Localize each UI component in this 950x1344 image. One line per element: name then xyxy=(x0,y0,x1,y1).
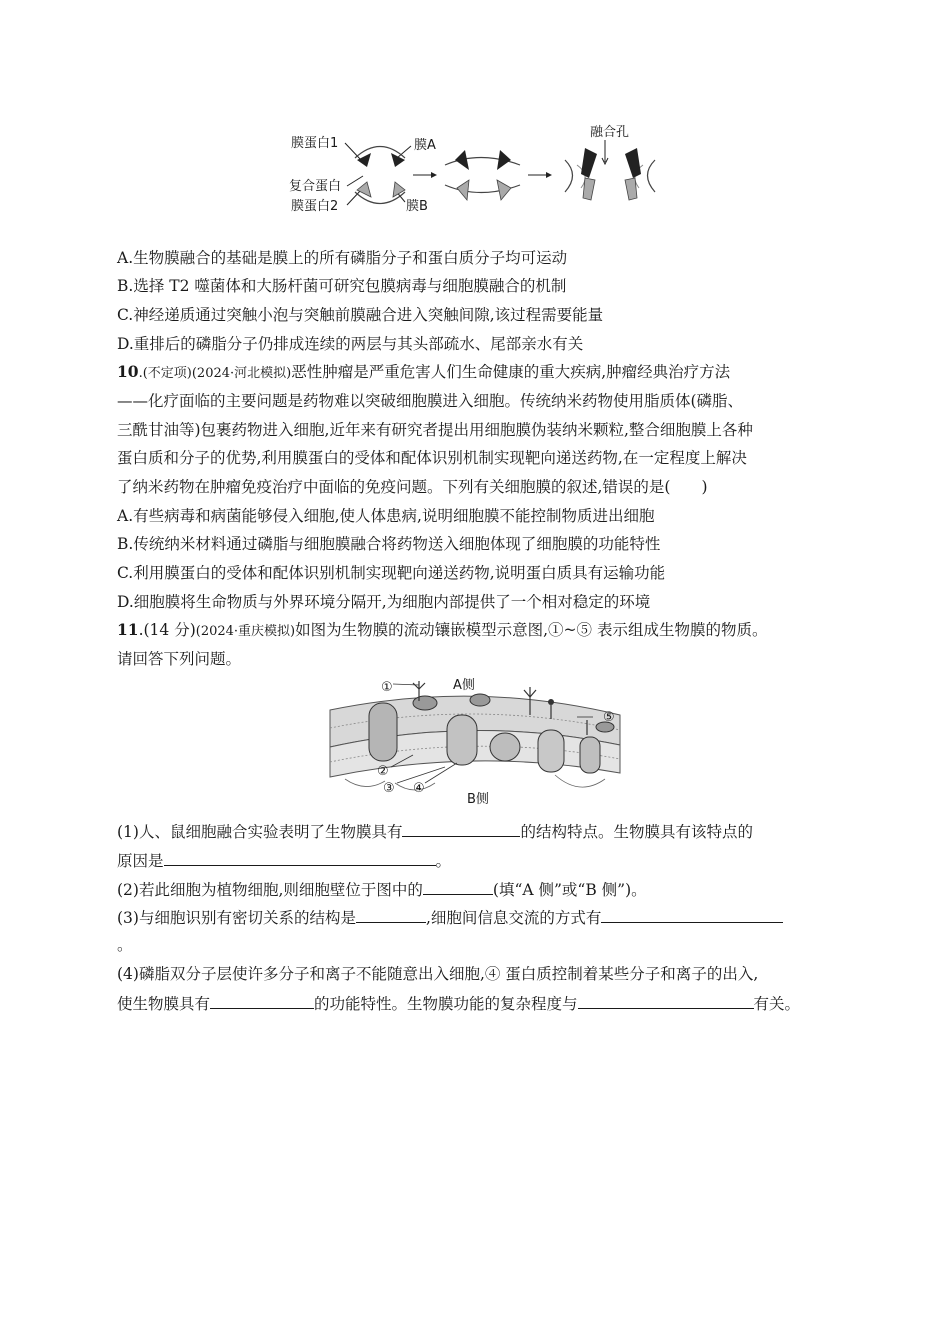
q11-part4-line2 xyxy=(117,992,800,1014)
q11-p4-text-d: 有关。 xyxy=(753,995,801,1013)
q11-part4-line1: (4)磷脂双分子层使许多分子和离子不能随意出入细胞,④ 蛋白质控制着某些分子和离子的出入, xyxy=(117,965,759,983)
q11-p3-text-b: ,细胞间信息交流的方式有 xyxy=(425,909,602,927)
answer-blank-2[interactable] xyxy=(164,849,436,866)
membrane-fusion-figure xyxy=(285,120,675,220)
q11-p1-text-a: (1)人、鼠细胞融合实验表明了生物膜具有 xyxy=(117,823,403,841)
q9-option-a: A.生物膜融合的基础是膜上的所有磷脂分子和蛋白质分子均可运动 xyxy=(117,249,568,267)
answer-blank-5[interactable] xyxy=(601,906,783,923)
q11-p4-text-b: 使生物膜具有 xyxy=(117,995,211,1013)
label-protein1: 膜蛋白1 xyxy=(291,136,339,151)
label-membrane-a: 膜A xyxy=(414,138,436,153)
q10-option-b: B.传统纳米材料通过磷脂与细胞膜融合将药物送入细胞体现了细胞膜的功能特性 xyxy=(117,535,661,553)
q11-score: .(14 分) xyxy=(138,621,196,639)
q11-p2-text-b: (填“A 侧”或“B 侧”)。 xyxy=(492,881,647,899)
label-complex: 复合蛋白 xyxy=(289,179,342,194)
q10-stem-line3: 三酰甘油等)包裹药物进入细胞,近年来有研究者提出用细胞膜伪装纳米颗粒,整合细胞膜上各种 xyxy=(117,421,753,439)
q10-stem-line2: ——化疗面临的主要问题是药物难以突破细胞膜进入细胞。传统纳米药物使用脂质体(磷脂、 xyxy=(117,392,744,410)
q11-p2-text-a: (2)若此细胞为植物细胞,则细胞壁位于图中的 xyxy=(117,881,423,899)
q11-p1-text-b: 的结构特点。生物膜具有该特点的 xyxy=(520,823,753,841)
q10-option-a: A.有些病毒和病菌能够侵入细胞,使人体患病,说明细胞膜不能控制物质进出细胞 xyxy=(117,507,655,525)
q11-part1-line1 xyxy=(117,820,753,842)
q10-option-d: D.细胞膜将生命物质与外界环境分隔开,为细胞内部提供了一个相对稳定的环境 xyxy=(117,593,651,611)
q9-option-d: D.重排后的磷脂分子仍排成连续的两层与其头部疏水、尾部亲水有关 xyxy=(117,335,584,353)
answer-blank-6[interactable] xyxy=(210,992,314,1009)
q10-option-c: C.利用膜蛋白的受体和配体识别机制实现靶向递送药物,说明蛋白质具有运输功能 xyxy=(117,564,666,582)
q9-option-c: C.神经递质通过突触小泡与突触前膜融合进入突触间隙,该过程需要能量 xyxy=(117,306,604,324)
fluid-mosaic-figure xyxy=(325,675,625,807)
q11-part3-end: 。 xyxy=(117,936,133,954)
q10-source: (2024·河北模拟) xyxy=(191,366,292,381)
label-circle-4: ④ xyxy=(413,781,425,796)
q11-stem-line2: 请回答下列问题。 xyxy=(117,650,242,668)
label-circle-2: ② xyxy=(377,764,389,779)
q11-text-1: 如图为生物膜的流动镶嵌模型示意图,①~⑤ 表示组成生物膜的物质。 xyxy=(295,621,768,639)
label-membrane-b: 膜B xyxy=(406,199,428,214)
q11-p3-text-a: (3)与细胞识别有密切关系的结构是 xyxy=(117,909,356,927)
q10-text-1: 恶性肿瘤是严重危害人们生命健康的重大疾病,肿瘤经典治疗方法 xyxy=(291,363,731,381)
q10-tag: .(不定项) xyxy=(138,366,192,381)
label-circle-5: ⑤ xyxy=(603,710,615,725)
q10-stem-line5: 了纳米药物在肿瘤免疫治疗中面临的免疫问题。下列有关细胞膜的叙述,错误的是( ) xyxy=(117,478,708,496)
label-a-side: A侧 xyxy=(453,678,475,693)
q9-option-b: B.选择 T2 噬菌体和大肠杆菌可研究包膜病毒与细胞膜融合的机制 xyxy=(117,277,567,295)
q11-number: 11 xyxy=(117,620,139,639)
q11-source: (2024·重庆模拟) xyxy=(195,624,296,639)
q11-part1-line2 xyxy=(117,849,451,871)
q10-stem-line1 xyxy=(117,362,730,384)
q10-number: 10 xyxy=(117,362,139,381)
q11-p4-text-c: 的功能特性。生物膜功能的复杂程度与 xyxy=(314,995,578,1013)
answer-blank-4[interactable] xyxy=(356,906,426,923)
q11-p1-text-d: 。 xyxy=(435,852,452,870)
q11-part2 xyxy=(117,878,647,900)
label-fusion-pore: 融合孔 xyxy=(590,125,630,140)
q11-part3 xyxy=(117,906,783,928)
q10-stem-line4: 蛋白质和分子的优势,利用膜蛋白的受体和配体识别机制实现靶向递送药物,在一定程度上解决 xyxy=(117,449,747,467)
q11-stem-line1 xyxy=(117,620,767,642)
answer-blank-1[interactable] xyxy=(402,820,520,837)
label-circle-3: ③ xyxy=(383,781,395,796)
label-circle-1: ① xyxy=(381,680,393,695)
answer-blank-7[interactable] xyxy=(578,992,754,1009)
label-protein2: 膜蛋白2 xyxy=(291,199,339,214)
answer-blank-3[interactable] xyxy=(423,878,493,895)
q11-p1-text-c: 原因是 xyxy=(117,852,164,870)
label-b-side: B侧 xyxy=(467,792,489,807)
